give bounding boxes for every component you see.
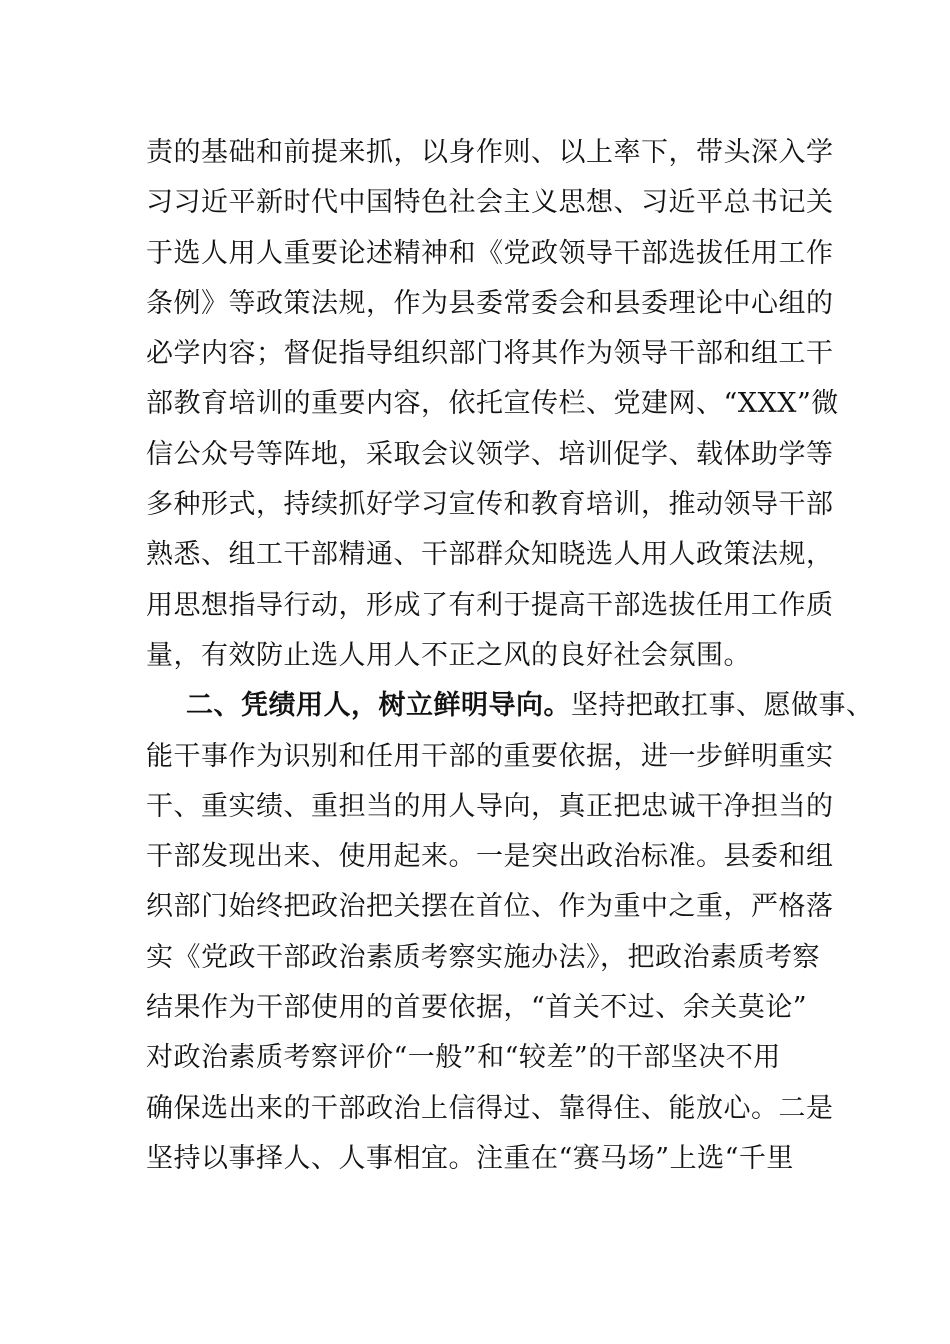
paragraph1-line-11: 量，有效防止选人用人不正之风的良好社会氛围。 <box>146 639 751 671</box>
paragraph2-first-line <box>146 681 874 731</box>
paragraph2-line-10: 坚持以事择人、人事相宜。注重在“赛马场”上选“千里 <box>146 1142 794 1174</box>
paragraph2-line-8: 对政治素质考察评价“一般”和“较差”的干部坚决不用 <box>146 1042 781 1074</box>
paragraph1-line-3: 于选人用人重要论述精神和《党政领导干部选拔任用工作 <box>146 237 834 269</box>
paragraph2-line-2: 能干事作为识别和任用干部的重要依据，进一步鲜明重实 <box>146 740 834 772</box>
paragraph2-line-3: 干、重实绩、重担当的用人导向，真正把忠诚干净担当的 <box>146 790 834 822</box>
paragraph1-line-6: 部教育培训的重要内容，依托宣传栏、党建网、“XXX”微 <box>146 388 839 420</box>
paragraph2-line-6: 实《党政干部政治素质考察实施办法》，把政治素质考察 <box>146 941 820 973</box>
body-text <box>146 128 874 1184</box>
paragraph2-line-9: 确保选出来的干部政治上信得过、靠得住、能放心。二是 <box>146 1092 834 1124</box>
paragraph2-line-4: 干部发现出来、使用起来。一是突出政治标准。县委和组 <box>146 841 834 873</box>
paragraph1-line-4: 条例》等政策法规，作为县委常委会和县委理论中心组的 <box>146 287 834 319</box>
paragraph1-line-2: 习习近平新时代中国特色社会主义思想、习近平总书记关 <box>146 187 834 219</box>
paragraph1-line-10: 用思想指导行动，形成了有利于提高干部选拔任用工作质 <box>146 589 834 621</box>
paragraph2-first-line-rest: 坚持把敢扛事、愿做事、 <box>571 690 874 722</box>
paragraph2-line-5: 织部门始终把政治把关摆在首位、作为重中之重，严格落 <box>146 891 834 923</box>
paragraph2-line-7: 结果作为干部使用的首要依据，“首关不过、余关莫论” <box>146 992 808 1024</box>
paragraph1-line-9: 熟悉、组工干部精通、干部群众知晓选人用人政策法规， <box>146 539 834 571</box>
paragraph1-line-7: 信公众号等阵地，采取会议领学、培训促学、载体助学等 <box>146 438 834 470</box>
section-heading: 二、凭绩用人，树立鲜明导向。 <box>186 690 571 722</box>
paragraph1-line-5: 必学内容；督促指导组织部门将其作为领导干部和组工干 <box>146 338 834 370</box>
paragraph1-line-1: 责的基础和前提来抓，以身作则、以上率下，带头深入学 <box>146 137 834 168</box>
paragraph1-line-8: 多种形式，持续抓好学习宣传和教育培训，推动领导干部 <box>146 489 834 521</box>
